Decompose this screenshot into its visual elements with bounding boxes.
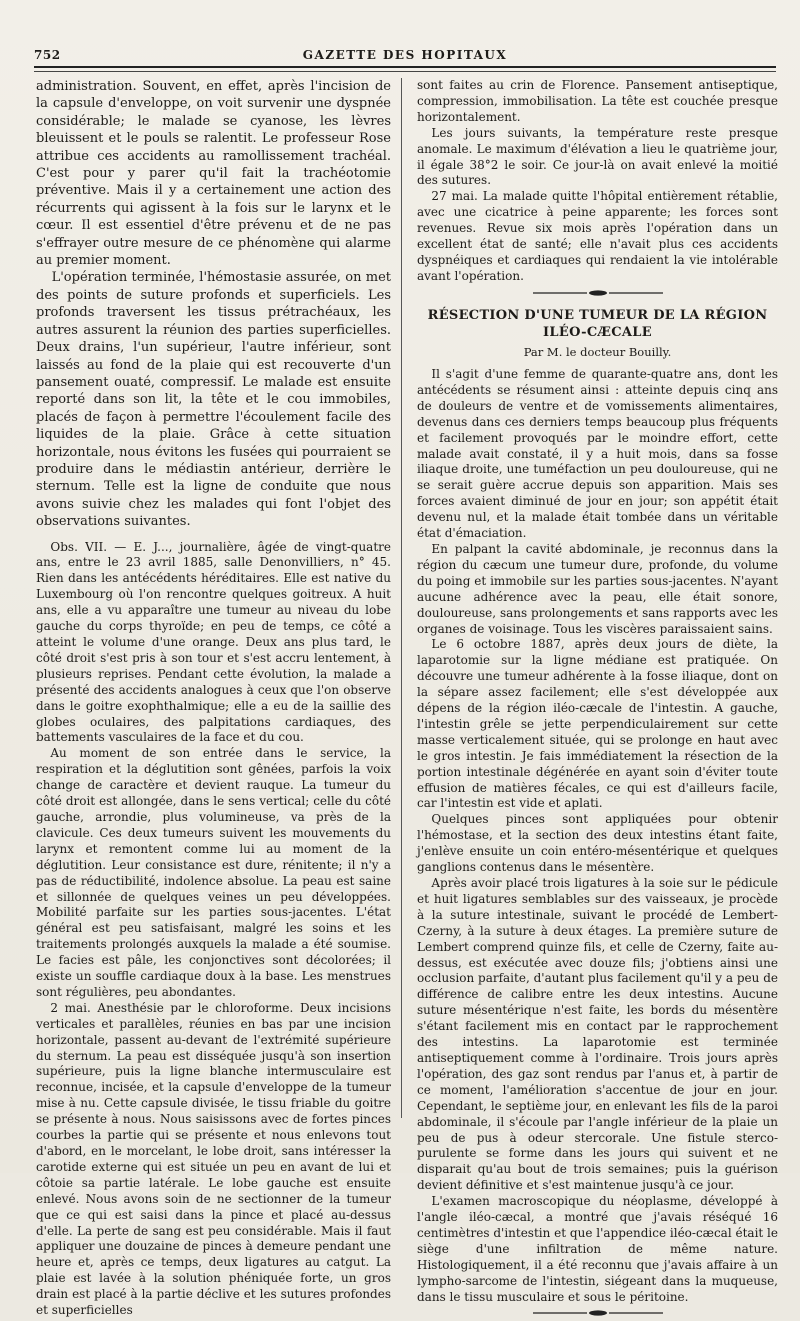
observation-block [36,540,391,1319]
right-column [417,78,778,1321]
ornament-divider [533,289,663,297]
byline: Par M. le docteur Bouilly. [523,344,672,359]
left-column [36,78,391,1319]
header-rule-thin [34,71,776,72]
paragraph: Au moment de son entrée dans le service, la respiration et la déglutition sont gênées, parfois la voix change de caractère et devient rauque. La tumeur du côté droit est allongée, dans le sens vertical; celle du côté gauche, arrondie, plus volumineuse, va près de la clavicule. Ces deux tumeurs suivent les mouvements du larynx et remontent comme lui au moment de la déglutition. Leur consistance est dure, rénitente; il n'y a pas de réductibilité, indolence absolue. La peau est saine et sillonnée de quelques veines un peu développées. Mobilité parfaite sur les parties sous-jacentes. L'état général est peu satisfaisant, malgré les soins et les traitements prolongés auxquels la malade a été soumise. Le facies est pâle, les conjonctives sont décolorées; il existe un souffle cardiaque doux à la base. Les menstrues sont régulières, peu abondantes. [36,746,391,999]
page-number: 752 [34,48,61,62]
ornament-divider-end [533,1309,663,1317]
paragraph: administration. Souvent, en effet, après l'incision de la capsule d'enveloppe, on voit survenir une dyspnée considérable; le malade se cyanose, les lèvres bleuissent et le pouls se ralentit. Le professeur Rose attribue ces accidents au ramollissement trachéal. C'est pour y parer qu'il fait la trachéotomie préventive. Mais il y a certainement une action des récurrents qui agissent à la fois sur le larynx et le cœur. Il est essentiel d'être prévenu et de ne pas s'effrayer outre mesure de ce phénomène qui alarme au premier moment. [36,79,391,269]
paragraph: Quelques pinces sont appliquées pour obtenir l'hémostase, et la section des deux intestins étant faite, j'enlève ensuite un coin entéro-mésentérique et quelques ganglions contenus dans le mésentère. [417,812,778,875]
section-title: RÉSECTION D'UNE TUMEUR DE LA RÉGION ILÉO-CÆCALE [427,307,768,341]
header-rule [34,66,776,68]
paragraph: Obs. VII. — E. J..., journalière, âgée de vingt-quatre ans, entre le 23 avril 1885, salle Denonvilliers, n° 45. Rien dans les antécédents héréditaires. Elle est native du Luxembourg où l'on rencontre quelques goitreux. A huit ans, elle a vu apparaître une tumeur au niveau du lobe gauche du corps thyroïde; en peu de temps, ce côté a atteint le volume d'une orange. Deux ans plus tard, le côté droit s'est pris à son tour et s'est accru lentement, à plusieurs reprises. Pendant cette évolution, la malade a présenté des accidents analogues à ceux que l'on observe dans le goitre exophthalmique; elle a eu de la saillie des globes oculaires, des palpitations cardiaques, des battements vasculaires de la face et du cou. [36,539,391,745]
page-header [34,44,776,66]
paragraph: Les jours suivants, la température reste presque anomale. Le maximum d'élévation a lieu le quatrième jour, il égale 38°2 le soir. Ce jour-là on avait enlevé la moitié des sutures. [417,125,778,188]
column-divider [401,78,402,1118]
paragraph: Il s'agit d'une femme de quarante-quatre ans, dont les antécédents se résument ainsi : atteinte depuis cinq ans de douleurs de ventre et de vomissements alimentaires, devenus dans ces derniers temps beaucoup plus fréquents et facilement provoqués par le moindre effort, cette malade avait constaté, il y a huit mois, dans sa fosse iliaque droite, une tuméfaction un peu douloureuse, qui ne se serait guère accrue depuis son apparition. Mais ses forces avaient diminué de jour en jour; son appétit était devenu nul, et la malade était tombée dans un véritable état d'émaciation. [417,367,778,541]
paragraph: Après avoir placé trois ligatures à la soie sur le pédicule et huit ligatures semblables sur des vaisseaux, je procède à la suture intestinale, suivant le procédé de Lembert-Czerny, à la suture à deux étages. La première suture de Lembert comprend quinze fils, et celle de Czerny, faite au-dessus, est exécutée avec douze fils; j'obtiens ainsi une occlusion parfaite, d'autant plus facilement qu'il y a peu de différence de calibre entre les deux intestins. Aucune suture mésentérique n'est faite, les bords du mésentère s'étant facilement mis en contact par le rapprochement des intestins. La laparotomie est terminée antiseptiquement comme à l'ordinaire. Trois jours après l'opération, des gaz sont rendus par l'anus et, à partir de ce moment, l'amélioration s'accentue de jour en jour. Cependant, le septième jour, en enlevant les fils de la paroi abdominale, il s'écoule par l'angle inférieur de la plaie un peu de pus à odeur stercorale. Une fistule sterco-purulente se forme dans les jours qui suivent et ne disparait qu'au bout de trois semaines; puis la guérison devient définitive et s'est maintenue jusqu'à ce jour. [417,876,778,1193]
paragraph: 2 mai. Anesthésie par le chloroforme. Deux incisions verticales et parallèles, réunies en bas par une incision horizontale, passent au-devant de l'extrémité supérieure du sternum. La peau est disséquée jusqu'à son insertion supérieure, puis la ligne blanche intermusculaire est reconnue, incisée, et la capsule d'enveloppe de la tumeur mise à nu. Cette capsule divisée, le tissu friable du goitre se présente à nous. Nous saisissons avec de fortes pinces courbes la partie qui se présente et nous enlevons tout d'abord, en le morcelant, le lobe droit, sans intéresser la carotide externe qui est située un peu en avant de lui et côtoie sa partie latérale. Le lobe gauche est ensuite enlevé. Nous avons soin de ne sectionner de la tumeur que ce qui est saisi dans la pince et placé au-dessus d'elle. La perte de sang est peu considérable. Mais il faut appliquer une douzaine de pinces à demeure pendant une heure et, après ce temps, deux ligatures au catgut. La plaie est lavée à la solution phéniquée forte, un gros drain est placé à la partie déclive et les sutures profondes et superficielles [36,1000,391,1318]
paragraph: L'opération terminée, l'hémostasie assurée, on met des points de suture profonds et superficiels. Les profonds traversent les tissus prétrachéaux, les autres assurent la réunion des parties superficielles. Deux drains, l'un supérieur, l'autre inférieur, sont laissés au fond de la plaie qui est recouverte d'un pansement ouaté, compressif. Le malade est ensuite reporté dans son lit, la tête et le cou immobiles, placés de façon à permettre l'écoulement facile des liquides de la plaie. Grâce à cette situation horizontale, nous évitons les fusées qui pourraient se produire dans le médiastin antérieur, derrière le sternum. Telle est la ligne de conduite que nous avons suivie chez les malades qui font l'objet des observations suivantes. [36,270,391,530]
paragraph: sont faites au crin de Florence. Pansement antiseptique, compression, immobilisation. La tête est couchée presque horizontalement. [417,78,778,124]
paragraph: Le 6 octobre 1887, après deux jours de diète, la laparotomie sur la ligne médiane est pratiquée. On découvre une tumeur adhérente à la fosse iliaque, dont on la sépare assez facilement; elle s'est développée aux dépens de la région iléo-cæcale de l'intestin. A gauche, l'intestin grêle se jette perpendiculairement sur cette masse verticalement située, qui se prolonge en haut avec le gros intestin. Je fais immédiatement la résection de la portion intestinale dégénérée en ayant soin d'éviter toute effusion de matières fécales, ce qui est d'ailleurs facile, car l'intestin est vide et aplati. [417,637,778,811]
paragraph: 27 mai. La malade quitte l'hôpital entièrement rétablie, avec une cicatrice à peine apparente; les forces sont revenues. Revue six mois après l'opération dans un excellent état de santé; elle n'avait plus ces accidents dyspnéiques et cardiaques qui rendaient la vie intolérable avant l'opération. [417,189,778,283]
article-body [417,367,778,1305]
paragraph: L'examen macroscopique du néoplasme, développé à l'angle iléo-cæcal, a montré que j'avais réséqué 16 centimètres d'intestin et que l'appendice iléo-cæcal était le siège d'une infiltration de même nature. Histologiquement, il a été reconnu que j'avais affaire à un lympho-sarcome de l'intestin, siégeant dans la muqueuse, dans le tissu musculaire et sous le péritoine. [417,1194,778,1304]
journal-title: GAZETTE DES HOPITAUX [302,48,508,62]
observation-continued [417,78,778,285]
paragraph: En palpant la cavité abdominale, je reconnus dans la région du cæcum une tumeur dure, profonde, du volume du poing et immobile sur les parties sous-jacentes. N'ayant aucune adhérence avec la peau, elle était sonore, douloureuse, sans prolongements et sans rapports avec les organes de voisinage. Tous les viscères paraissaient sains. [417,541,778,636]
